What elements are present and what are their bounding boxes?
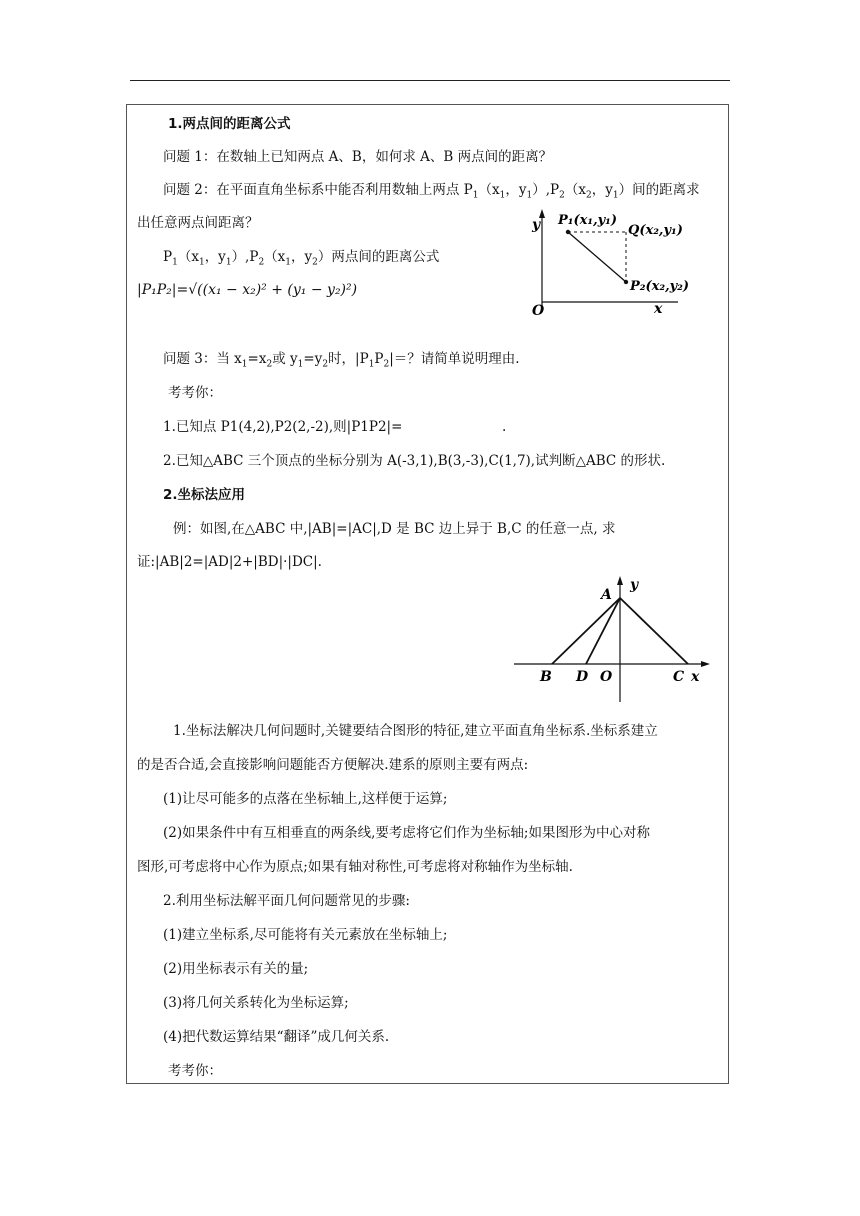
quiz1-title: 考考你： — [168, 385, 222, 401]
example-line1: 例：如图,在△ABC 中,|AB|=|AC|,D 是 BC 边上异于 B,C 的任意一点, 求 — [173, 521, 616, 537]
segment-ab — [552, 598, 620, 664]
fig1-y-label: y — [532, 217, 541, 233]
method-para1-line2: 的是否合适,会直接影响问题能否方便解决.建系的原则主要有两点: — [137, 757, 529, 773]
fig1-q-label: Q(x₂,y₁) — [628, 223, 683, 238]
quiz2-title: 考考你： — [168, 1063, 222, 1079]
fig2-d-label: D — [576, 669, 589, 685]
quiz1-item1: 1.已知点 P1(4,2),P2(2,-2),则|P1P2|= — [163, 419, 403, 435]
segment-p1p2 — [568, 232, 626, 282]
figure-triangle-diagram — [510, 570, 715, 705]
figure-distance-diagram — [528, 206, 698, 318]
method-para2: 2.利用坐标法解平面几何问题常见的步骤: — [163, 893, 410, 909]
section2-heading: 2.坐标法应用 — [163, 487, 246, 503]
fig2-a-label: A — [601, 587, 612, 603]
segment-ac — [620, 598, 688, 664]
rule-2-line2: 图形,可考虑将中心作为原点;如果有轴对称性,可考虑将对称轴作为坐标轴. — [137, 859, 573, 875]
question-2-line2: 出任意两点间距离？ — [137, 215, 259, 231]
formula-intro: $P_1(x_1$，$y_1),P_2(x_1$，$y_2$）两点间的距离公式 — [163, 249, 440, 268]
rule-1: (1)让尽可能多的点落在坐标轴上,这样便于运算; — [163, 791, 448, 807]
fig1-p1-label: P₁(x₁,y₁) — [558, 213, 617, 228]
question-2-line1: 问题 2：在平面直角坐标系中能否利用数轴上两点 $P_1(x_1$，$y_1),P_2(x_2$，$y_1$）间的距离求 — [163, 182, 700, 201]
fig2-x-label: x — [691, 669, 700, 685]
step-3: (3)将几何关系转化为坐标运算; — [163, 995, 349, 1011]
question-1: 问题 1：在数轴上已知两点 A、B，如何求 A、B 两点间的距离？ — [163, 149, 553, 165]
step-1: (1)建立坐标系,尽可能将有关元素放在坐标轴上; — [163, 927, 448, 943]
fig2-y-axis-arrow-icon — [617, 576, 623, 585]
header-rule — [130, 80, 730, 81]
section1-heading: 1.两点间的距离公式 — [168, 116, 291, 132]
method-para1-line1: 1.坐标法解决几何问题时,关键要结合图形的特征,建立平面直角坐标系.坐标系建立 — [173, 723, 658, 739]
question-3: 问题 3：当 $x_1=x_2$或 $y_1=y_2$时，$|P_1P_2|=$？请简单说明理由. — [163, 351, 520, 370]
quiz1-item2: 2.已知△ABC 三个顶点的坐标分别为 A(-3,1),B(3,-3),C(1,7),试判断△ABC 的形状. — [163, 453, 666, 469]
step-4: (4)把代数运算结果“翻译”成几何关系. — [163, 1029, 390, 1045]
fig2-x-axis-arrow-icon — [701, 661, 710, 667]
point-p2 — [624, 280, 628, 284]
fig1-x-label: x — [654, 301, 663, 317]
quiz1-item1-end: . — [502, 419, 507, 435]
fig2-y-label: y — [630, 577, 639, 593]
fig1-p2-label: P₂(x₂,y₂) — [630, 279, 689, 294]
point-p1 — [566, 230, 570, 234]
fig2-o-label: O — [600, 669, 613, 685]
step-2: (2)用坐标表示有关的量; — [163, 961, 309, 977]
example-line2: 证:|AB|2=|AD|2+|BD|·|DC|. — [137, 554, 322, 570]
segment-ad — [586, 598, 620, 664]
fig2-b-label: B — [540, 669, 552, 685]
rule-2-line1: (2)如果条件中有互相垂直的两条线,要考虑将它们作为坐标轴;如果图形为中心对称 — [163, 825, 650, 841]
distance-formula: |P₁P₂|=√((x₁ − x₂)² + (y₁ − y₂)²) — [137, 282, 358, 298]
fig1-origin-label: O — [532, 303, 545, 318]
fig2-c-label: C — [673, 669, 685, 685]
